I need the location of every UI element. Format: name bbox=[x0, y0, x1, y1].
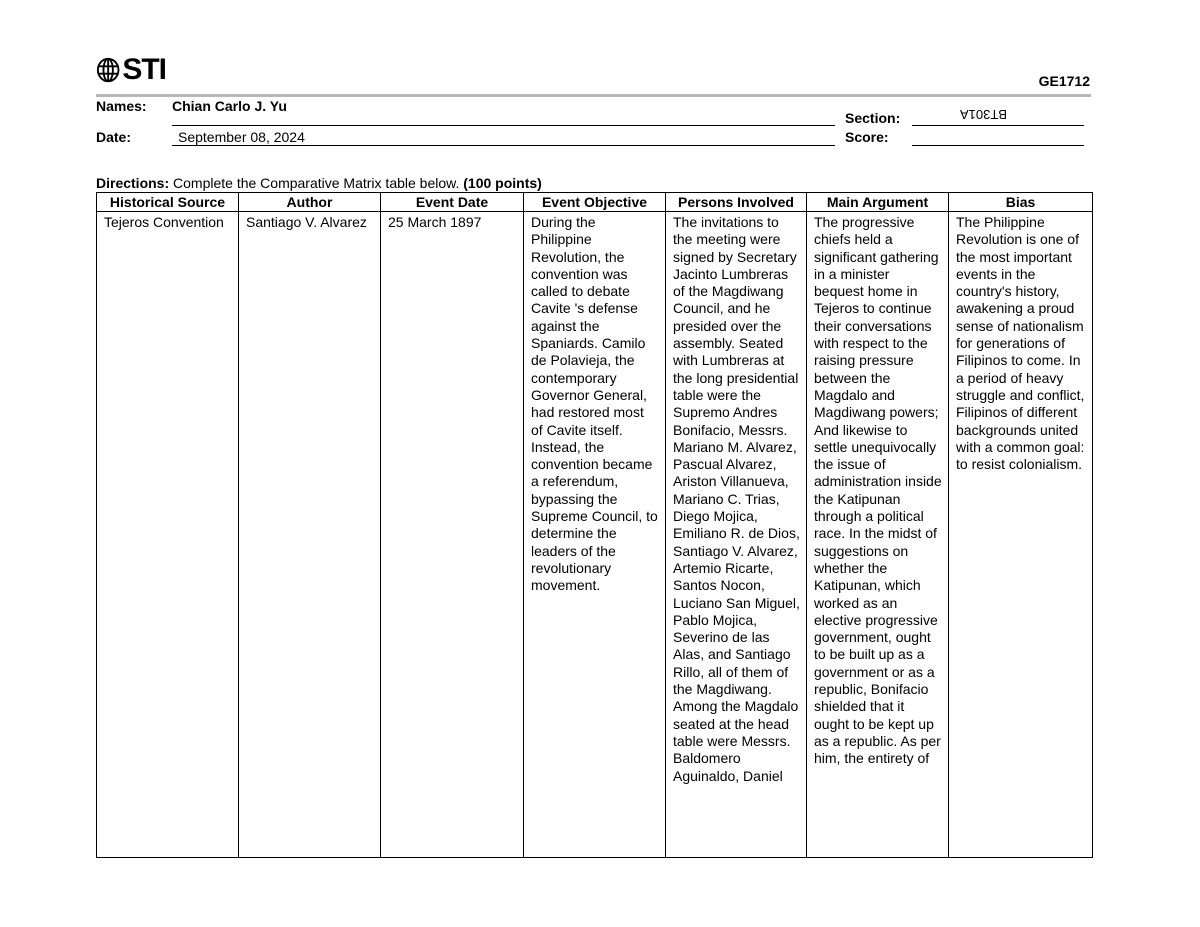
cell-main-argument[interactable] bbox=[807, 212, 949, 858]
comparative-matrix-table bbox=[96, 192, 1093, 858]
cell-text: 25 March 1897 bbox=[388, 214, 482, 230]
globe-icon bbox=[96, 56, 120, 84]
header-bias: Bias bbox=[949, 193, 1093, 212]
section-label: Section: bbox=[845, 110, 901, 126]
header-rule bbox=[96, 94, 1091, 97]
cell-text: The invitations to the meeting were signed by Secretary Jacinto Lumbreras of the Magdiwang Council, and he presided over the assembly. Seated with Lumbreras at the long presidential table were the Supremo Andres Bonifacio, Messrs. Mariano M. Alvarez, Pascual Alvarez, Ariston Villanueva, Mariano C. Trias, Diego Mojica, Emiliano R. de Dios, Santiago V. Alvarez, Artemio Ricarte, Santos Nocon, Luciano San Miguel, Pablo Mojica, Severino de las Alas, and Santiago Rillo, all of them of the Magdiwang. Among the Magdalo seated at the head table were Messrs. Baldomero Aguinaldo, Daniel bbox=[673, 214, 800, 784]
names-label: Names: bbox=[96, 98, 147, 114]
header-event-date: Event Date bbox=[381, 193, 524, 212]
cell-event-objective[interactable] bbox=[524, 212, 666, 858]
date-underline bbox=[172, 145, 835, 146]
header-event-objective: Event Objective bbox=[524, 193, 666, 212]
header-main-argument: Main Argument bbox=[807, 193, 949, 212]
cell-persons-involved[interactable] bbox=[666, 212, 807, 858]
document-code: GE1712 bbox=[1038, 73, 1090, 89]
names-underline bbox=[172, 125, 835, 126]
section-underline bbox=[912, 125, 1084, 126]
directions-points: (100 points) bbox=[463, 175, 542, 191]
cell-text: Tejeros Convention bbox=[104, 214, 224, 230]
cell-historical-source[interactable] bbox=[97, 212, 239, 858]
directions-label: Directions: bbox=[96, 175, 170, 191]
table-header-row bbox=[97, 193, 1093, 212]
header-persons-involved: Persons Involved bbox=[666, 193, 807, 212]
date-value: September 08, 2024 bbox=[178, 129, 305, 145]
logo-text: STI bbox=[122, 53, 166, 86]
header-historical-source: Historical Source bbox=[97, 193, 239, 212]
score-underline bbox=[912, 145, 1084, 146]
section-value: BT301A bbox=[960, 107, 1007, 122]
cell-text: The Philippine Revolution is one of the most important events in the country's history, awakening a proud sense of nationalism for generations of Filipinos to come. In a period of heavy struggle and conflict, Filipinos of different backgrounds united with a common goal: to resist colonialism. bbox=[956, 214, 1085, 473]
cell-text: Santiago V. Alvarez bbox=[246, 214, 367, 230]
cell-event-date[interactable] bbox=[381, 212, 524, 858]
score-label: Score: bbox=[845, 129, 889, 145]
table-row bbox=[97, 212, 1093, 858]
cell-author[interactable] bbox=[239, 212, 381, 858]
cell-text: During the Philippine Revolution, the convention was called to debate Cavite 's defense against the Spaniards. Camilo de Polavieja, the contemporary Governor General, had restored most of Cavite itself. Instead, the convention became a referendum, bypassing the Supreme Council, to determine the leaders of the revolutionary movement. bbox=[531, 214, 658, 594]
directions-text: Complete the Comparative Matrix table below. bbox=[169, 175, 464, 191]
date-label: Date: bbox=[96, 129, 132, 145]
cell-text: The progressive chiefs held a significant gathering in a minister bequest home in Tejeros to continue their conversations with respect to the raising pressure between the Magdalo and Magdiwang powers; And likewise to settle unequivocally the issue of administration inside the Katipunan through a political race. In the midst of suggestions on whether the Katipunan, which worked as an elective progressive government, ought to be built up as a government or as a republic, Bonifacio shielded that it ought to be kept up as a republic. As per him, the entirety of bbox=[814, 214, 942, 767]
cell-bias[interactable] bbox=[949, 212, 1093, 858]
sti-logo bbox=[96, 52, 166, 88]
names-value: Chian Carlo J. Yu bbox=[172, 98, 287, 114]
directions bbox=[96, 175, 542, 191]
header-author: Author bbox=[239, 193, 381, 212]
